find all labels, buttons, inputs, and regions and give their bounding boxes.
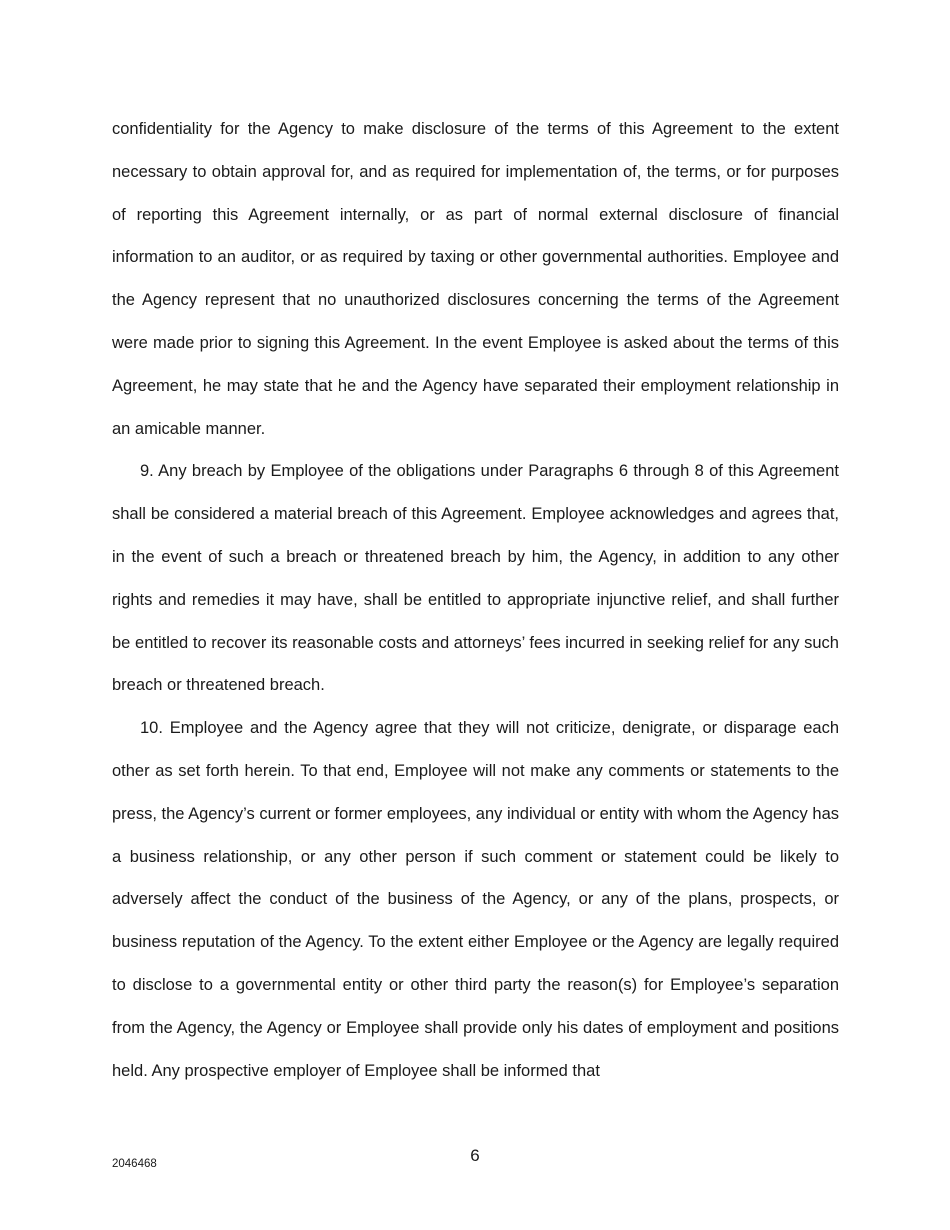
- document-body: [112, 108, 839, 1092]
- page-number: 6: [470, 1146, 480, 1165]
- paragraph-10: 10. Employee and the Agency agree that they will not criticize, denigrate, or disparage each other as set forth herein. To that end, Employee will not make any comments or statements to the press, the Agency’s current or former employees, any individual or entity with whom the Agency has a business relationship, or any other person if such comment or statement could be likely to adversely affect the conduct of the business of the Agency, or any of the plans, prospects, or business reputation of the Agency. To the extent either Employee or the Agency are legally required to disclose to a governmental entity or other third party the reason(s) for Employee’s separation from the Agency, the Agency or Employee shall provide only his dates of employment and positions held. Any prospective employer of Employee shall be informed that: [112, 719, 839, 1080]
- paragraph-continuation: confidentiality for the Agency to make disclosure of the terms of this Agreement to the extent necessary to obtain approval for, and as required for implementation of, the terms, or for purposes of reporting this Agreement internally, or as part of normal external disclosure of financial information to an auditor, or as required by taxing or other governmental authorities. Employee and the Agency represent that no unauthorized disclosures concerning the terms of the Agreement were made prior to signing this Agreement. In the event Employee is asked about the terms of this Agreement, he may state that he and the Agency have separated their employment relationship in an amicable manner.: [112, 120, 839, 438]
- paragraph-9: 9. Any breach by Employee of the obligations under Paragraphs 6 through 8 of this Agreement shall be considered a material breach of this Agreement. Employee acknowledges and agrees that, in the event of such a breach or threatened breach by him, the Agency, in addition to any other rights and remedies it may have, shall be entitled to appropriate injunctive relief, and shall further be entitled to recover its reasonable costs and attorneys’ fees incurred in seeking relief for any such breach or threatened breach.: [112, 462, 839, 695]
- document-id: 2046468: [112, 1158, 157, 1170]
